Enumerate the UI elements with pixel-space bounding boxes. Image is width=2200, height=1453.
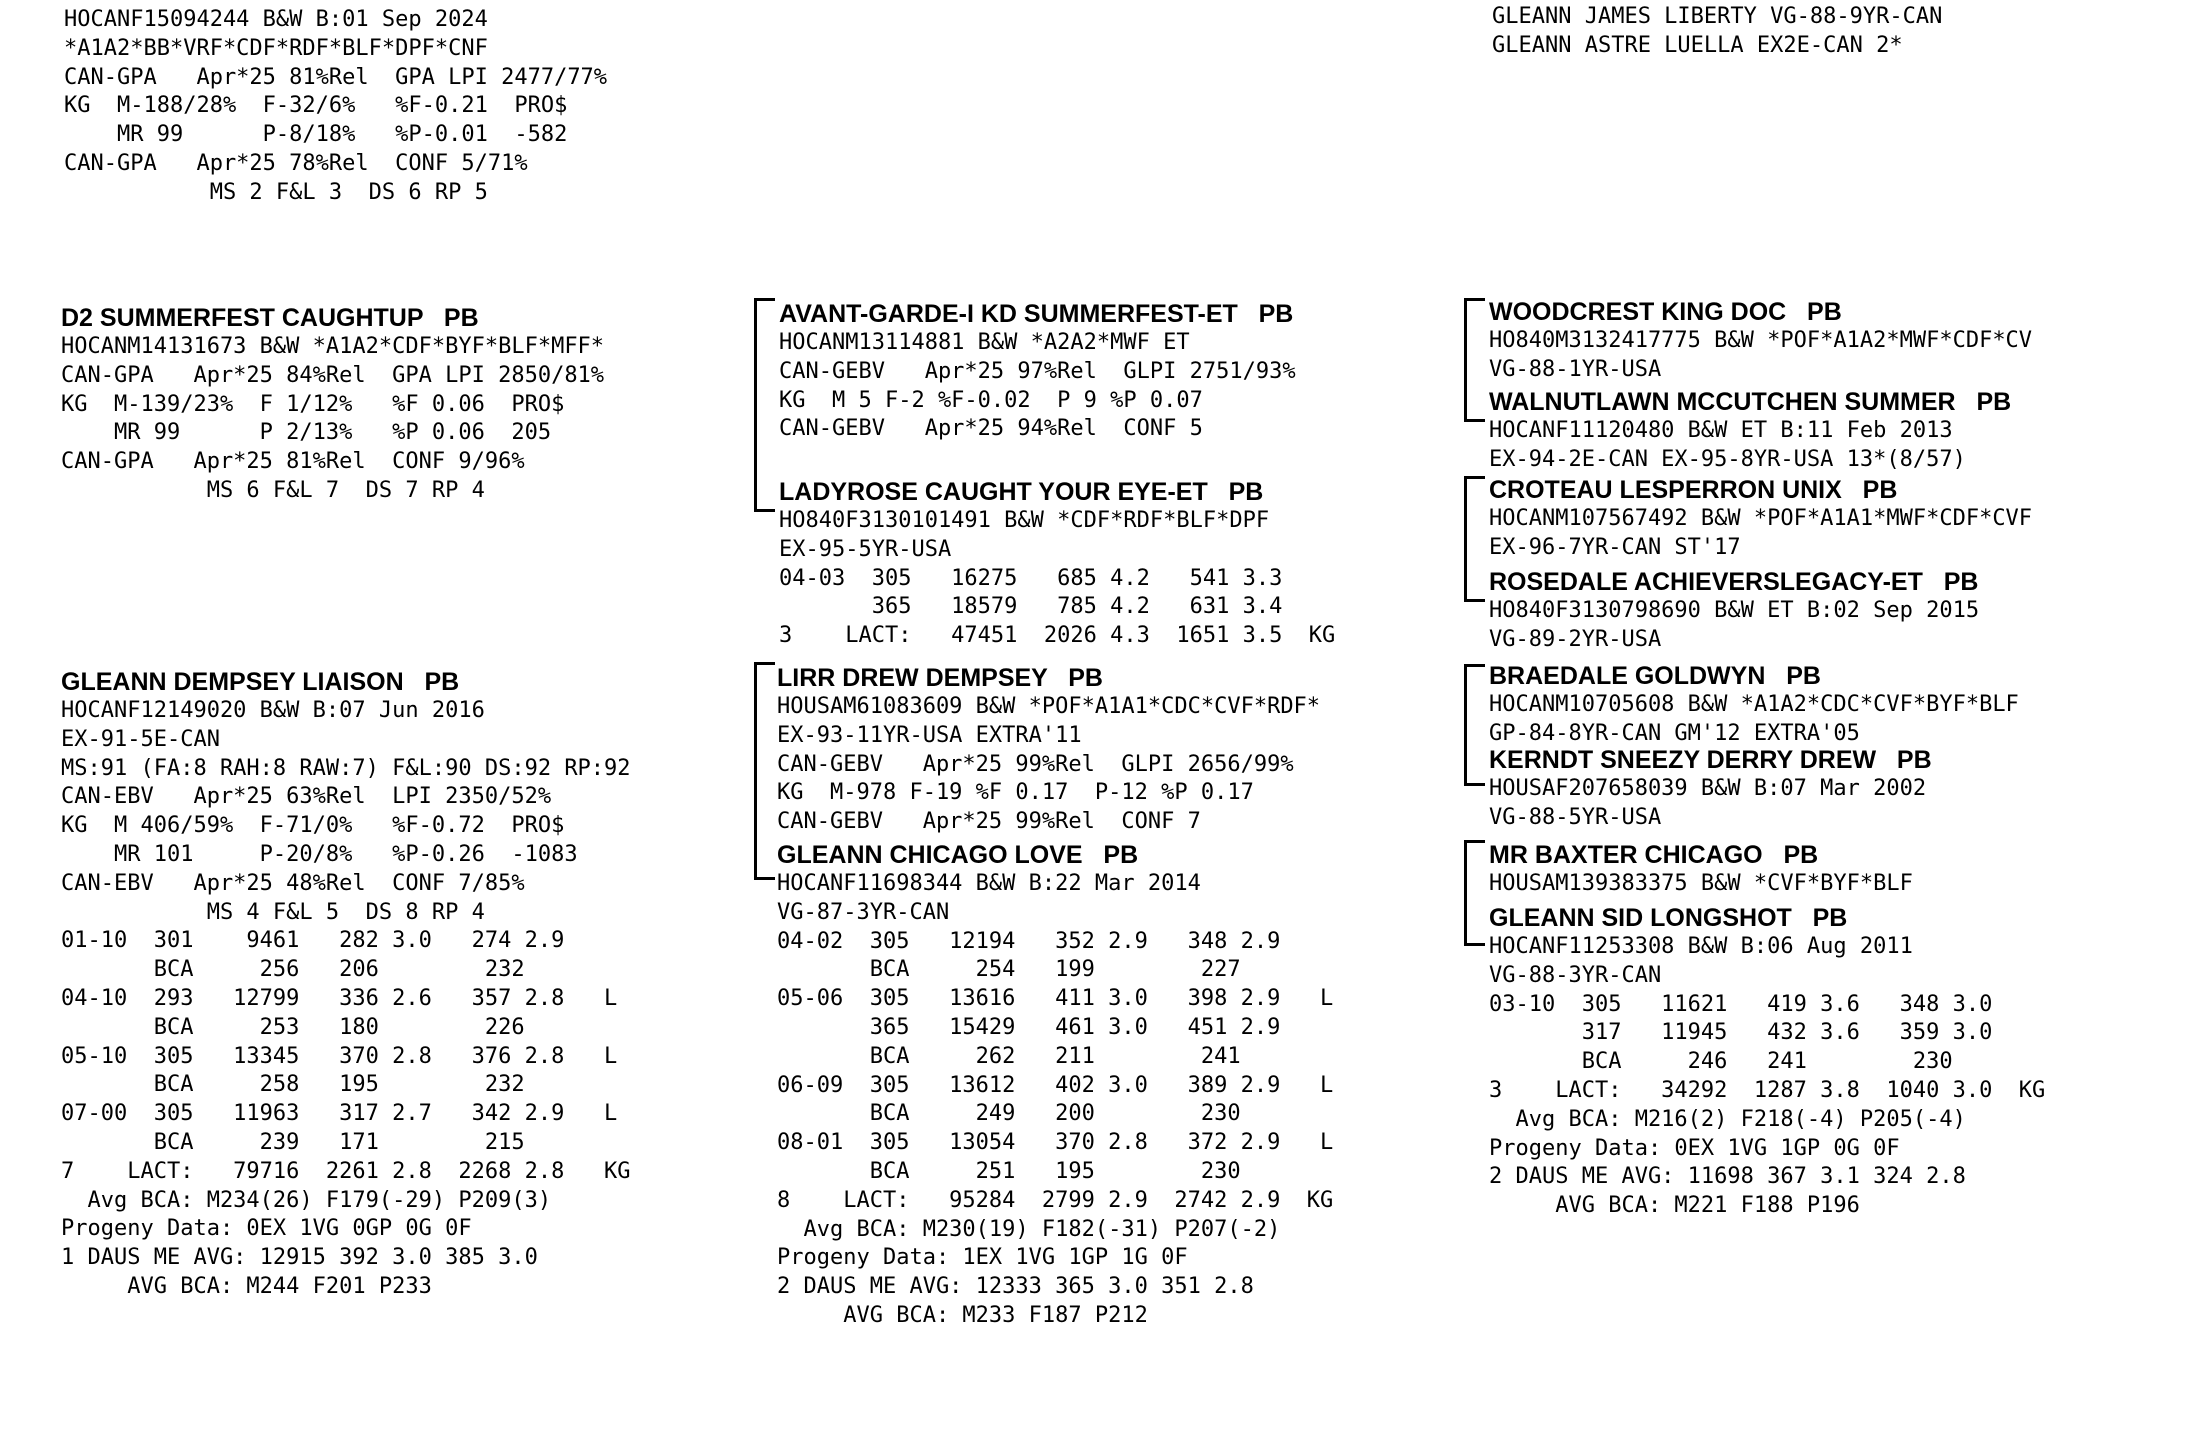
animal-line: CAN-GPA Apr*25 78%Rel CONF 5/71% <box>64 150 528 176</box>
ddd-lactation-total: 3 LACT: 34292 1287 3.8 1040 3.0 KG <box>1489 1077 2046 1103</box>
sire-line: KG M-139/23% F 1/12% %F 0.06 PRO$ <box>61 391 565 417</box>
dd-lactation-row: BCA 249 200 230 <box>777 1101 1241 1127</box>
dam-line: HOCANF12149020 B&W B:07 Jun 2016 <box>61 698 485 723</box>
sd-line: 3 LACT: 47451 2026 4.3 1651 3.5 KG <box>779 623 1336 649</box>
sdd-line: HO840F3130798690 B&W ET B:02 Sep 2015 <box>1489 598 1980 623</box>
dd-lactation-row: 04-02 305 12194 352 2.9 348 2.9 <box>777 928 1281 954</box>
ddd-avg-bca: Avg BCA: M216(2) F218(-4) P205(-4) <box>1489 1106 1966 1132</box>
dam-line: CAN-EBV Apr*25 63%Rel LPI 2350/52% <box>61 784 552 810</box>
sss-name: WOODCREST KING DOC PB <box>1489 298 1842 326</box>
ddd-line: VG-88-3YR-CAN <box>1489 962 1662 988</box>
ddd-name: GLEANN SID LONGSHOT PB <box>1489 904 1848 932</box>
dsd-block <box>1489 745 1932 833</box>
ds-block <box>777 663 1320 837</box>
sss-line: HO840M3132417775 B&W *POF*A1A2*MWF*CDF*CV <box>1489 328 2033 353</box>
topline-dam: GLEANN ASTRE LUELLA EX2E-CAN 2* <box>1492 32 1903 58</box>
sd-line: HO840F3130101491 B&W *CDF*RDF*BLF*DPF <box>779 508 1270 533</box>
ssd-name: WALNUTLAWN MCCUTCHEN SUMMER PB <box>1489 388 2012 416</box>
sd-block <box>779 477 1335 651</box>
bracket-sire-parents <box>754 298 775 512</box>
dam-line: MS 4 F&L 5 DS 8 RP 4 <box>61 899 485 925</box>
topline-sire: GLEANN JAMES LIBERTY VG-88-9YR-CAN <box>1492 4 1943 29</box>
dd-daus-avg: 2 DAUS ME AVG: 12333 365 3.0 351 2.8 <box>777 1274 1254 1300</box>
dam-lactation-row: 07-00 305 11963 317 2.7 342 2.9 L <box>61 1101 618 1127</box>
dds-block <box>1489 840 1913 899</box>
dd-lactation-total: 8 LACT: 95284 2799 2.9 2742 2.9 KG <box>777 1187 1334 1213</box>
dss-block <box>1489 661 2019 749</box>
animal-line: CAN-GPA Apr*25 81%Rel GPA LPI 2477/77% <box>64 64 608 90</box>
dam-lactation-row: 04-10 293 12799 336 2.6 357 2.8 L <box>61 985 618 1011</box>
dd-lactation-row: 05-06 305 13616 411 3.0 398 2.9 L <box>777 986 1334 1012</box>
ds-line: EX-93-11YR-USA EXTRA'11 <box>777 722 1082 748</box>
sds-line: EX-96-7YR-CAN ST'17 <box>1489 534 1741 560</box>
dd-lactation-row: 06-09 305 13612 402 3.0 389 2.9 L <box>777 1072 1334 1098</box>
sire-line: HOCANM14131673 B&W *A1A2*CDF*BYF*BLF*MFF* <box>61 334 605 359</box>
ddd-progeny-data: Progeny Data: 0EX 1VG 1GP 0G 0F <box>1489 1135 1900 1161</box>
dd-block <box>777 840 1333 1331</box>
bracket-dam-parents <box>754 662 775 880</box>
sd-line: EX-95-5YR-USA <box>779 536 952 562</box>
dam-lactation-row: 01-10 301 9461 282 3.0 274 2.9 <box>61 928 565 954</box>
dam-line: MS:91 (FA:8 RAH:8 RAW:7) F&L:90 DS:92 RP:92 <box>61 755 631 781</box>
dam-line: CAN-EBV Apr*25 48%Rel CONF 7/85% <box>61 870 525 896</box>
ds-line: KG M-978 F-19 %F 0.17 P-12 %P 0.17 <box>777 780 1254 806</box>
ds-name: LIRR DREW DEMPSEY PB <box>777 664 1103 692</box>
ddd-line: HOCANF11253308 B&W B:06 Aug 2011 <box>1489 934 1913 959</box>
ddd-daus-bca: AVG BCA: M221 F188 P196 <box>1489 1193 1860 1219</box>
sire-line: MR 99 P 2/13% %P 0.06 205 <box>61 420 552 446</box>
sdd-name: ROSEDALE ACHIEVERSLEGACY-ET PB <box>1489 568 1979 596</box>
bracket-ss-parents <box>1464 298 1485 422</box>
ssd-line: EX-94-2E-CAN EX-95-8YR-USA 13*(8/57) <box>1489 446 1966 472</box>
sss-block <box>1489 297 2032 385</box>
sds-block <box>1489 475 2032 563</box>
bracket-dd-parents <box>1464 840 1485 946</box>
ss-line: KG M 5 F-2 %F-0.02 P 9 %P 0.07 <box>779 387 1203 413</box>
dds-line: HOUSAM139383375 B&W *CVF*BYF*BLF <box>1489 871 1913 896</box>
sire-name: D2 SUMMERFEST CAUGHTUP PB <box>61 304 479 332</box>
dd-avg-bca: Avg BCA: M230(19) F182(-31) P207(-2) <box>777 1216 1281 1242</box>
animal-line: MR 99 P-8/18% %P-0.01 -582 <box>64 122 568 148</box>
ssd-block <box>1489 387 2011 475</box>
sire-line: CAN-GPA Apr*25 81%Rel CONF 9/96% <box>61 449 525 475</box>
dsd-name: KERNDT SNEEZY DERRY DREW PB <box>1489 746 1932 774</box>
dam-lactation-row: BCA 239 171 215 <box>61 1129 525 1155</box>
dam-avg-bca: Avg BCA: M234(26) F179(-29) P209(3) <box>61 1187 552 1213</box>
ds-line: CAN-GEBV Apr*25 99%Rel CONF 7 <box>777 809 1201 835</box>
ddd-lactation-row: BCA 246 241 230 <box>1489 1049 1953 1075</box>
bracket-ds-parents <box>1464 664 1485 786</box>
sd-name: LADYROSE CAUGHT YOUR EYE-ET PB <box>779 478 1264 506</box>
sire-line: CAN-GPA Apr*25 84%Rel GPA LPI 2850/81% <box>61 362 605 388</box>
ddd-lactation-row: 03-10 305 11621 419 3.6 348 3.0 <box>1489 991 1993 1017</box>
dam-lactation-row: BCA 253 180 226 <box>61 1014 525 1040</box>
dam-lactation-row: BCA 256 206 232 <box>61 957 525 983</box>
dam-line: EX-91-5E-CAN <box>61 726 220 752</box>
sds-name: CROTEAU LESPERRON UNIX PB <box>1489 476 1898 504</box>
sdd-block <box>1489 567 1979 655</box>
dam-name: GLEANN DEMPSEY LIAISON PB <box>61 668 460 696</box>
animal-line: *A1A2*BB*VRF*CDF*RDF*BLF*DPF*CNF <box>64 35 488 61</box>
dd-daus-bca: AVG BCA: M233 F187 P212 <box>777 1302 1148 1328</box>
dam-block <box>61 667 631 1302</box>
dsd-line: VG-88-5YR-USA <box>1489 804 1662 830</box>
sire-block <box>61 303 604 506</box>
pedigree-topline <box>1492 3 1942 61</box>
sss-line: VG-88-1YR-USA <box>1489 356 1662 382</box>
sds-line: HOCANM107567492 B&W *POF*A1A1*MWF*CDF*CVF <box>1489 506 2033 531</box>
ss-line: HOCANM13114881 B&W *A2A2*MWF ET <box>779 330 1190 355</box>
dd-line: VG-87-3YR-CAN <box>777 899 950 925</box>
dss-line: GP-84-8YR-CAN GM'12 EXTRA'05 <box>1489 720 1860 746</box>
dss-line: HOCANM10705608 B&W *A1A2*CDC*CVF*BYF*BLF <box>1489 692 2019 717</box>
sdd-line: VG-89-2YR-USA <box>1489 626 1662 652</box>
dd-lactation-row: BCA 251 195 230 <box>777 1158 1241 1184</box>
dd-lactation-row: 08-01 305 13054 370 2.8 372 2.9 L <box>777 1130 1334 1156</box>
dam-daus-bca: AVG BCA: M244 F201 P233 <box>61 1273 432 1299</box>
ddd-lactation-row: 317 11945 432 3.6 359 3.0 <box>1489 1020 1993 1046</box>
dam-line: MR 101 P-20/8% %P-0.26 -1083 <box>61 841 578 867</box>
sd-line: 365 18579 785 4.2 631 3.4 <box>779 594 1283 620</box>
dam-progeny-data: Progeny Data: 0EX 1VG 0GP 0G 0F <box>61 1216 472 1242</box>
ss-line: CAN-GEBV Apr*25 94%Rel CONF 5 <box>779 416 1203 442</box>
bracket-sd-parents <box>1464 476 1485 602</box>
dsd-line: HOUSAF207658039 B&W B:07 Mar 2002 <box>1489 776 1927 801</box>
sire-line: MS 6 F&L 7 DS 7 RP 4 <box>61 477 485 503</box>
animal-block <box>64 6 607 208</box>
ss-name: AVANT-GARDE-I KD SUMMERFEST-ET PB <box>779 300 1294 328</box>
animal-line: HOCANF15094244 B&W B:01 Sep 2024 <box>64 7 488 32</box>
animal-line: KG M-188/28% F-32/6% %F-0.21 PRO$ <box>64 93 568 119</box>
dd-lactation-row: BCA 262 211 241 <box>777 1043 1241 1069</box>
dd-lactation-row: 365 15429 461 3.0 451 2.9 <box>777 1014 1281 1040</box>
dd-lactation-row: BCA 254 199 227 <box>777 957 1241 983</box>
dd-name: GLEANN CHICAGO LOVE PB <box>777 841 1139 869</box>
ds-line: CAN-GEBV Apr*25 99%Rel GLPI 2656/99% <box>777 751 1294 777</box>
dam-line: KG M 406/59% F-71/0% %F-0.72 PRO$ <box>61 813 565 839</box>
animal-line: MS 2 F&L 3 DS 6 RP 5 <box>64 179 488 205</box>
ss-block <box>779 299 1296 444</box>
dds-name: MR BAXTER CHICAGO PB <box>1489 841 1819 869</box>
dam-lactation-row: 05-10 305 13345 370 2.8 376 2.8 L <box>61 1043 618 1069</box>
ddd-daus-avg: 2 DAUS ME AVG: 11698 367 3.1 324 2.8 <box>1489 1164 1966 1190</box>
dd-line: HOCANF11698344 B&W B:22 Mar 2014 <box>777 871 1201 896</box>
dd-progeny-data: Progeny Data: 1EX 1VG 1GP 1G 0F <box>777 1245 1188 1271</box>
dam-lactation-row: BCA 258 195 232 <box>61 1072 525 1098</box>
ssd-line: HOCANF11120480 B&W ET B:11 Feb 2013 <box>1489 418 1953 443</box>
ddd-block <box>1489 903 2045 1221</box>
sd-line: 04-03 305 16275 685 4.2 541 3.3 <box>779 565 1283 591</box>
ds-line: HOUSAM61083609 B&W *POF*A1A1*CDC*CVF*RDF* <box>777 694 1321 719</box>
dam-lactation-total: 7 LACT: 79716 2261 2.8 2268 2.8 KG <box>61 1158 631 1184</box>
dss-name: BRAEDALE GOLDWYN PB <box>1489 662 1821 690</box>
ss-line: CAN-GEBV Apr*25 97%Rel GLPI 2751/93% <box>779 358 1296 384</box>
dam-daus-avg: 1 DAUS ME AVG: 12915 392 3.0 385 3.0 <box>61 1245 538 1271</box>
